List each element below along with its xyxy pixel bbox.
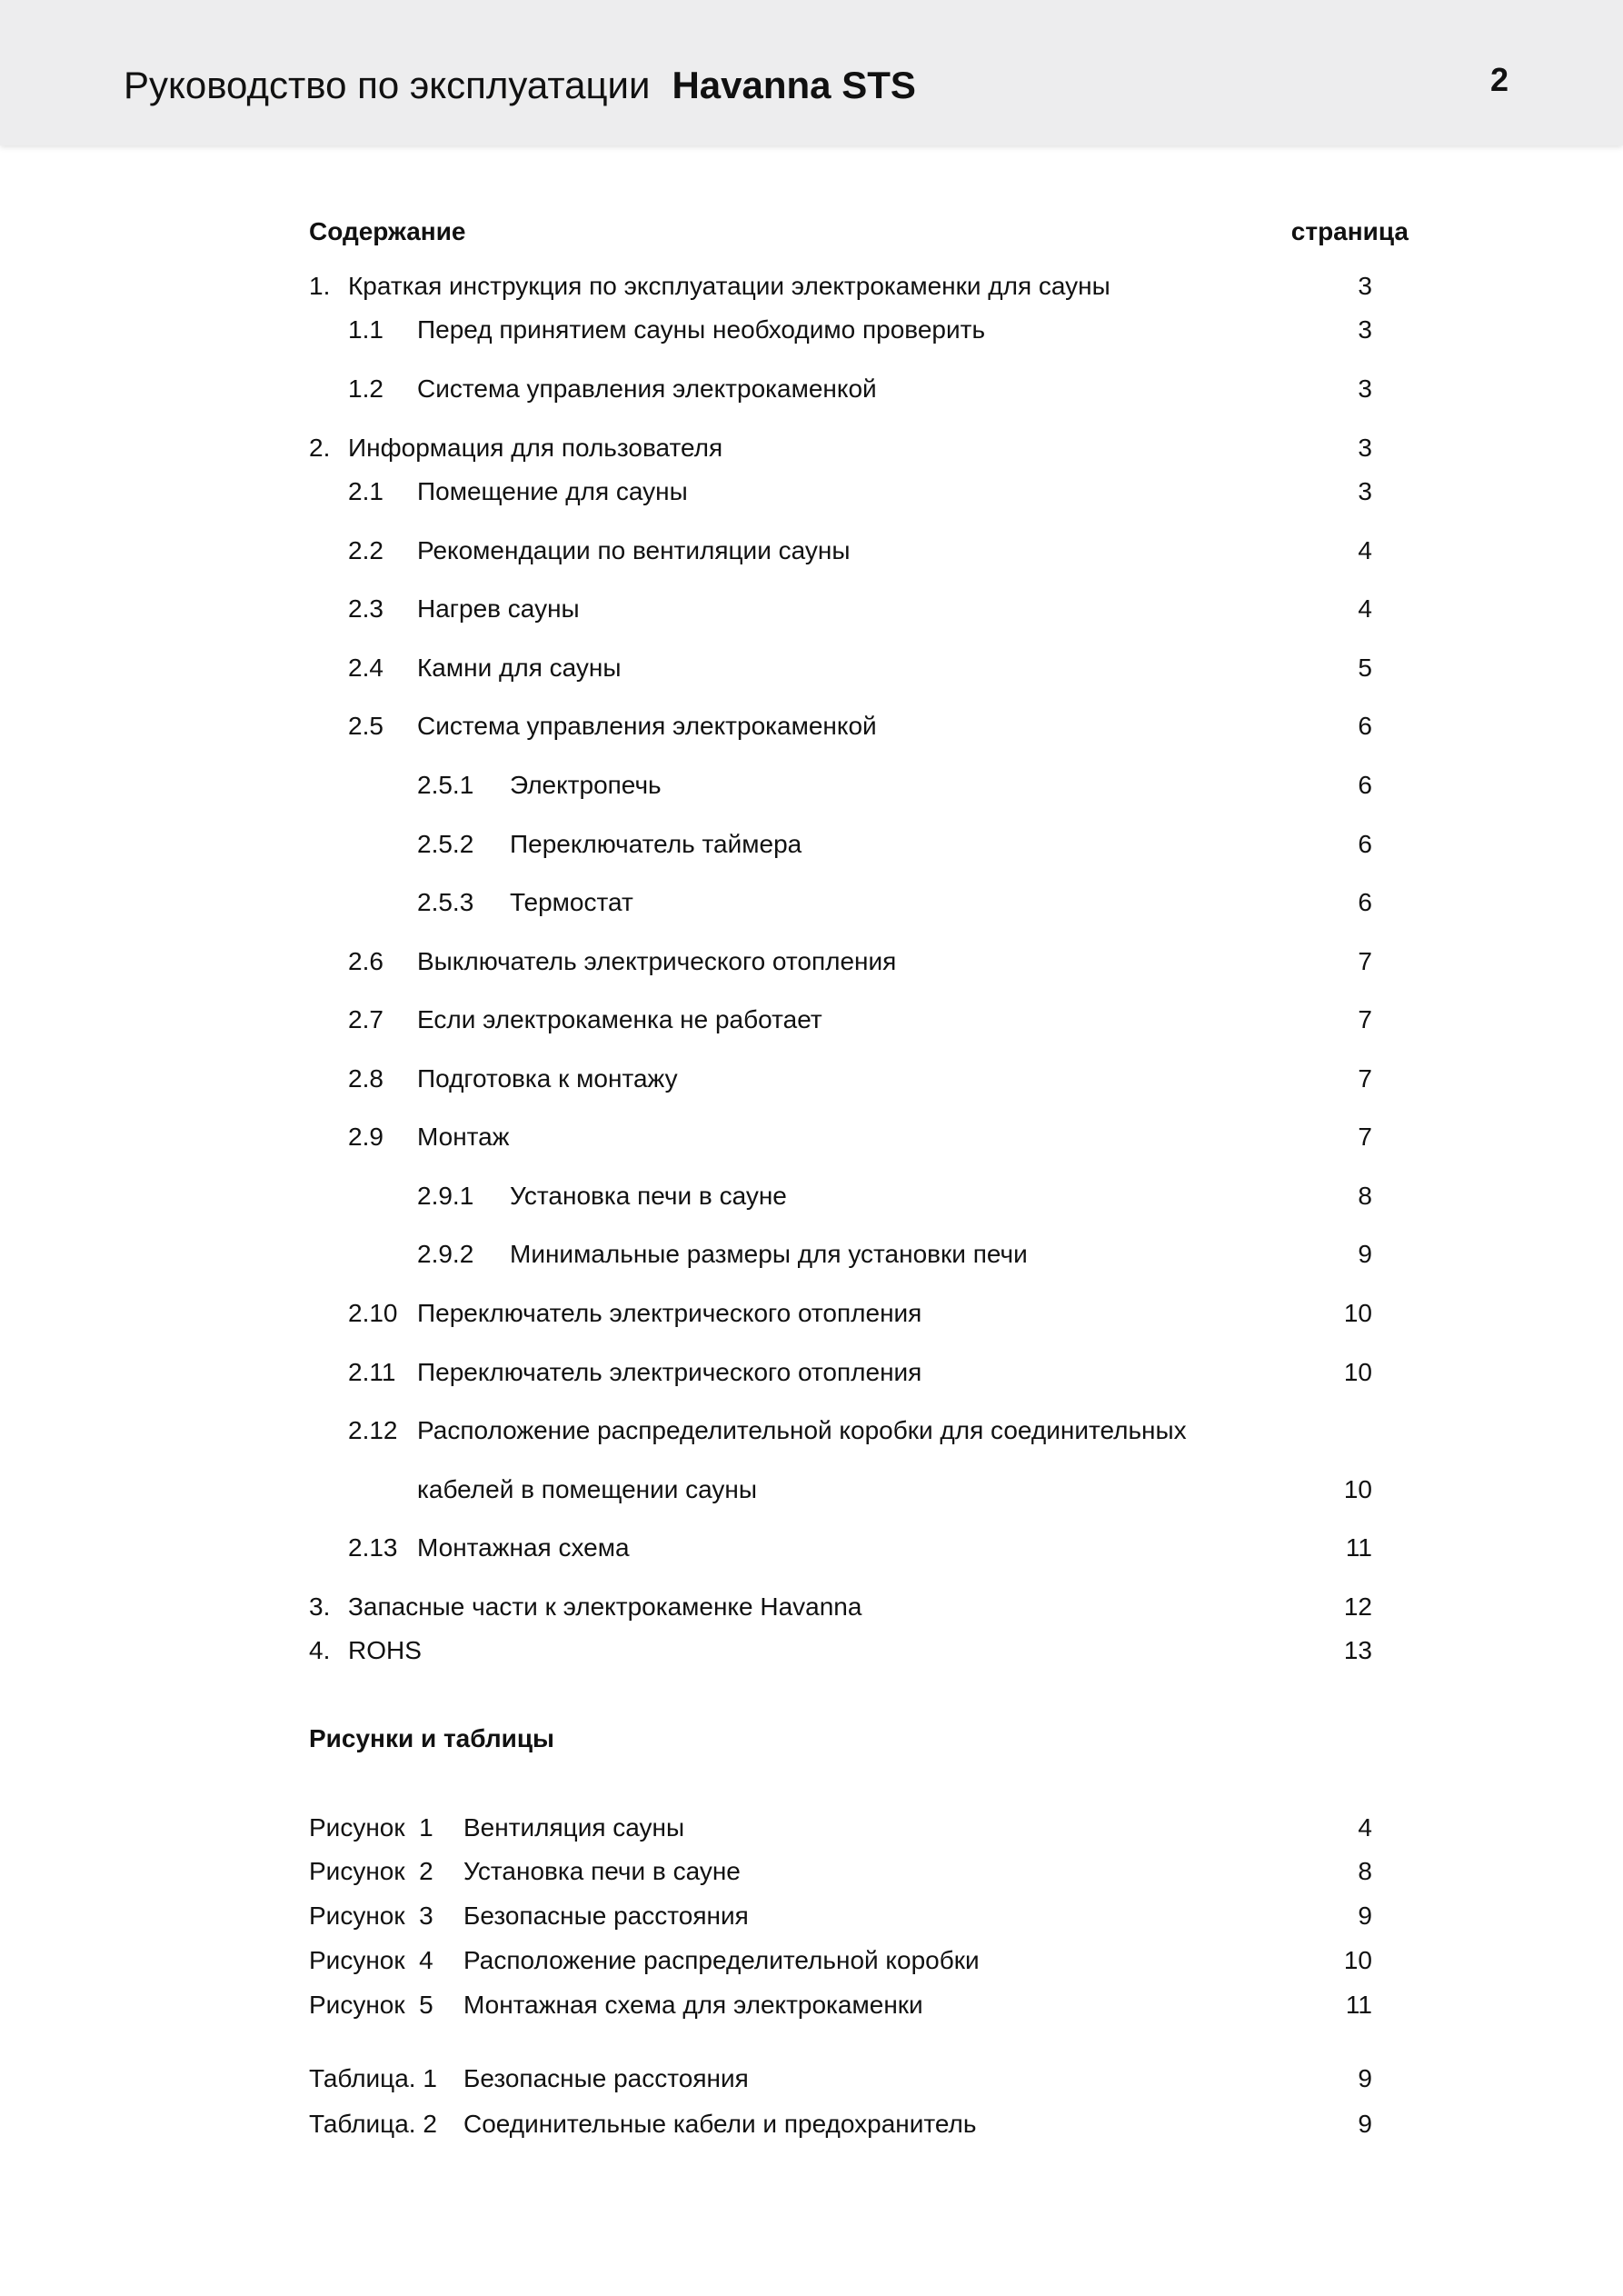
toc-entry-title: кабелей в помещении сауны: [417, 1475, 758, 1503]
toc-entry-page: 7: [1358, 1064, 1372, 1093]
toc-entry-page: 9: [1358, 1240, 1372, 1268]
toc-entry-number: 2.9: [348, 1123, 383, 1151]
toc-entry-page: 8: [1358, 1182, 1372, 1210]
table-page: 9: [1358, 2110, 1372, 2138]
figure-page: 10: [1343, 1946, 1372, 1974]
figure-title: Безопасные расстояния: [463, 1902, 749, 1930]
toc-entry: [0, 767, 1623, 804]
table-title: Безопасные расстояния: [463, 2064, 749, 2092]
table-label: Таблица. 2: [309, 2110, 437, 2138]
toc-entry: [0, 943, 1623, 980]
figure-entry: [0, 1853, 1623, 1890]
figure-label: Рисунок 5: [309, 1991, 433, 2019]
toc-entry-title: Монтаж: [417, 1123, 510, 1151]
toc-entry-title: Электропечь: [510, 771, 662, 799]
toc-heading: Содержание: [309, 217, 466, 245]
page-number: 2: [1489, 61, 1509, 98]
toc-entry-page: 3: [1358, 374, 1372, 403]
document-title: [124, 58, 916, 113]
toc-entry-title: Система управления электрокаменкой: [417, 712, 877, 740]
toc-entry-page: 6: [1358, 712, 1372, 740]
toc-entry-number: 2.1: [348, 477, 383, 505]
figure-page: 8: [1358, 1857, 1372, 1885]
toc-entry-number: 4.: [309, 1636, 331, 1664]
figure-title: Вентиляция сауны: [463, 1813, 685, 1842]
toc-entry: [0, 1002, 1623, 1038]
toc-entry-page: 12: [1343, 1592, 1372, 1621]
figure-title: Установка печи в сауне: [463, 1857, 741, 1885]
toc-entry-title: Если электрокаменка не работает: [417, 1005, 822, 1033]
toc-entry-title: Подготовка к монтажу: [417, 1064, 678, 1093]
toc-entry-number: 2.12: [348, 1416, 398, 1444]
toc-entry: [0, 1472, 1623, 1508]
figure-title: Монтажная схема для электрокаменки: [463, 1991, 923, 2019]
toc-entry-page: 10: [1343, 1299, 1372, 1327]
figure-label: Рисунок 3: [309, 1902, 433, 1930]
toc-entry: [0, 1061, 1623, 1097]
figures-heading: Рисунки и таблицы: [309, 1724, 554, 1752]
toc-entry: [0, 826, 1623, 863]
toc-entry: [0, 1530, 1623, 1566]
toc-entry-title: Помещение для сауны: [417, 477, 688, 505]
toc-entry-number: 2.9.1: [417, 1182, 474, 1210]
toc-entry: [0, 1632, 1623, 1669]
toc-entry-title: Переключатель электрического отопления: [417, 1358, 922, 1386]
toc-entry-page: 11: [1345, 1533, 1372, 1562]
table-entry: [0, 2061, 1623, 2097]
toc-entry: [0, 1295, 1623, 1332]
toc-entry-title: Информация для пользователя: [348, 434, 723, 462]
toc-entry: [0, 430, 1623, 466]
table-entry: [0, 2106, 1623, 2142]
toc-entry: [0, 1413, 1623, 1449]
toc-entry: [0, 474, 1623, 510]
toc-entry-page: 3: [1358, 434, 1372, 462]
toc-entry-page: 6: [1358, 888, 1372, 916]
toc-entry: [0, 1354, 1623, 1391]
toc-entry-page: 4: [1358, 536, 1372, 564]
table-label: Таблица. 1: [309, 2064, 437, 2092]
toc-entry-page: 10: [1343, 1475, 1372, 1503]
toc-entry-page: 7: [1358, 1005, 1372, 1033]
toc-entry-number: 2.2: [348, 536, 383, 564]
figure-page: 11: [1345, 1991, 1372, 2019]
toc-entry-page: 3: [1358, 477, 1372, 505]
toc-entry-page: 5: [1358, 654, 1372, 682]
toc-entry: [0, 312, 1623, 348]
toc-entry-title: Монтажная схема: [417, 1533, 630, 1562]
toc-entry-title: Установка печи в сауне: [510, 1182, 787, 1210]
toc-entry-title: Рекомендации по вентиляции сауны: [417, 536, 851, 564]
toc-entry-number: 2.5: [348, 712, 383, 740]
toc-entry-number: 2.9.2: [417, 1240, 474, 1268]
toc-entry-number: 2.6: [348, 947, 383, 975]
toc-entry: [0, 650, 1623, 686]
toc-entry-number: 2.10: [348, 1299, 398, 1327]
toc-entry: [0, 884, 1623, 921]
toc-entry-number: 2.4: [348, 654, 383, 682]
toc-entry-title: Минимальные размеры для установки печи: [510, 1240, 1028, 1268]
toc-entry-title: Расположение распределительной коробки для соединительных: [417, 1416, 1187, 1444]
toc-entry: [0, 1119, 1623, 1155]
figure-page: 4: [1358, 1813, 1372, 1842]
toc-entry: [0, 708, 1623, 744]
figures-heading-row: [0, 1721, 1623, 1757]
toc-entry-page: 3: [1358, 315, 1372, 344]
toc-entry: [0, 1178, 1623, 1214]
manual-title: Руководство по эксплуатации: [124, 64, 651, 106]
toc-entry-number: 2.5.2: [417, 830, 474, 858]
figure-page: 9: [1358, 1902, 1372, 1930]
figure-entry: [0, 1898, 1623, 1934]
toc-entry-page: 10: [1343, 1358, 1372, 1386]
toc-entry-number: 2.5.1: [417, 771, 474, 799]
toc-entry: [0, 268, 1623, 304]
product-name: Havanna STS: [672, 64, 916, 106]
toc-entry: [0, 1589, 1623, 1625]
toc-entry-title: Выключатель электрического отопления: [417, 947, 897, 975]
toc-entry-number: 2.3: [348, 594, 383, 623]
toc-entry-number: 2.: [309, 434, 331, 462]
toc-entry-title: Перед принятием сауны необходимо проверить: [417, 315, 986, 344]
toc-entry-title: Система управления электрокаменкой: [417, 374, 877, 403]
toc-page-heading: страница: [1290, 217, 1409, 245]
toc-entry-number: 2.13: [348, 1533, 398, 1562]
toc-entry-number: 1.1: [348, 315, 383, 344]
toc-entry-title: Переключатель таймера: [510, 830, 802, 858]
toc-entry-number: 1.2: [348, 374, 383, 403]
figure-label: Рисунок 1: [309, 1813, 433, 1842]
figure-entry: [0, 1810, 1623, 1846]
figure-entry: [0, 1942, 1623, 1979]
toc-entry-number: 1.: [309, 272, 331, 300]
toc-entry-number: 2.11: [348, 1358, 396, 1386]
toc-entry-title: Камни для сауны: [417, 654, 622, 682]
figure-label: Рисунок 2: [309, 1857, 433, 1885]
toc-entry-number: 2.7: [348, 1005, 383, 1033]
toc-entry-title: Запасные части к электрокаменке Havanna: [348, 1592, 862, 1621]
figure-entry: [0, 1987, 1623, 2023]
toc-entry-title: Термостат: [510, 888, 633, 916]
toc-entry-title: ROHS: [348, 1636, 422, 1664]
toc-entry-page: 4: [1358, 594, 1372, 623]
toc-entry-number: 2.8: [348, 1064, 383, 1093]
toc-entry-page: 13: [1343, 1636, 1372, 1664]
toc-entry-number: 3.: [309, 1592, 331, 1621]
toc-entry-page: 7: [1358, 947, 1372, 975]
toc-entry-page: 3: [1358, 272, 1372, 300]
toc-entry: [0, 591, 1623, 627]
toc-entry-page: 6: [1358, 771, 1372, 799]
toc-heading-row: [0, 214, 1623, 250]
table-page: 9: [1358, 2064, 1372, 2092]
table-title: Соединительные кабели и предохранитель: [463, 2110, 977, 2138]
toc-entry-title: Переключатель электрического отопления: [417, 1299, 922, 1327]
toc-entry: [0, 1236, 1623, 1273]
toc-entry-title: Нагрев сауны: [417, 594, 580, 623]
toc-entry-title: Краткая инструкция по эксплуатации электрокаменки для сауны: [348, 272, 1110, 300]
page-header: [0, 0, 1623, 145]
toc-entry-page: 6: [1358, 830, 1372, 858]
toc-entry-number: 2.5.3: [417, 888, 474, 916]
toc-entry-page: 7: [1358, 1123, 1372, 1151]
figure-title: Расположение распределительной коробки: [463, 1946, 980, 1974]
toc-entry: [0, 533, 1623, 569]
figure-label: Рисунок 4: [309, 1946, 433, 1974]
toc-entry: [0, 371, 1623, 407]
